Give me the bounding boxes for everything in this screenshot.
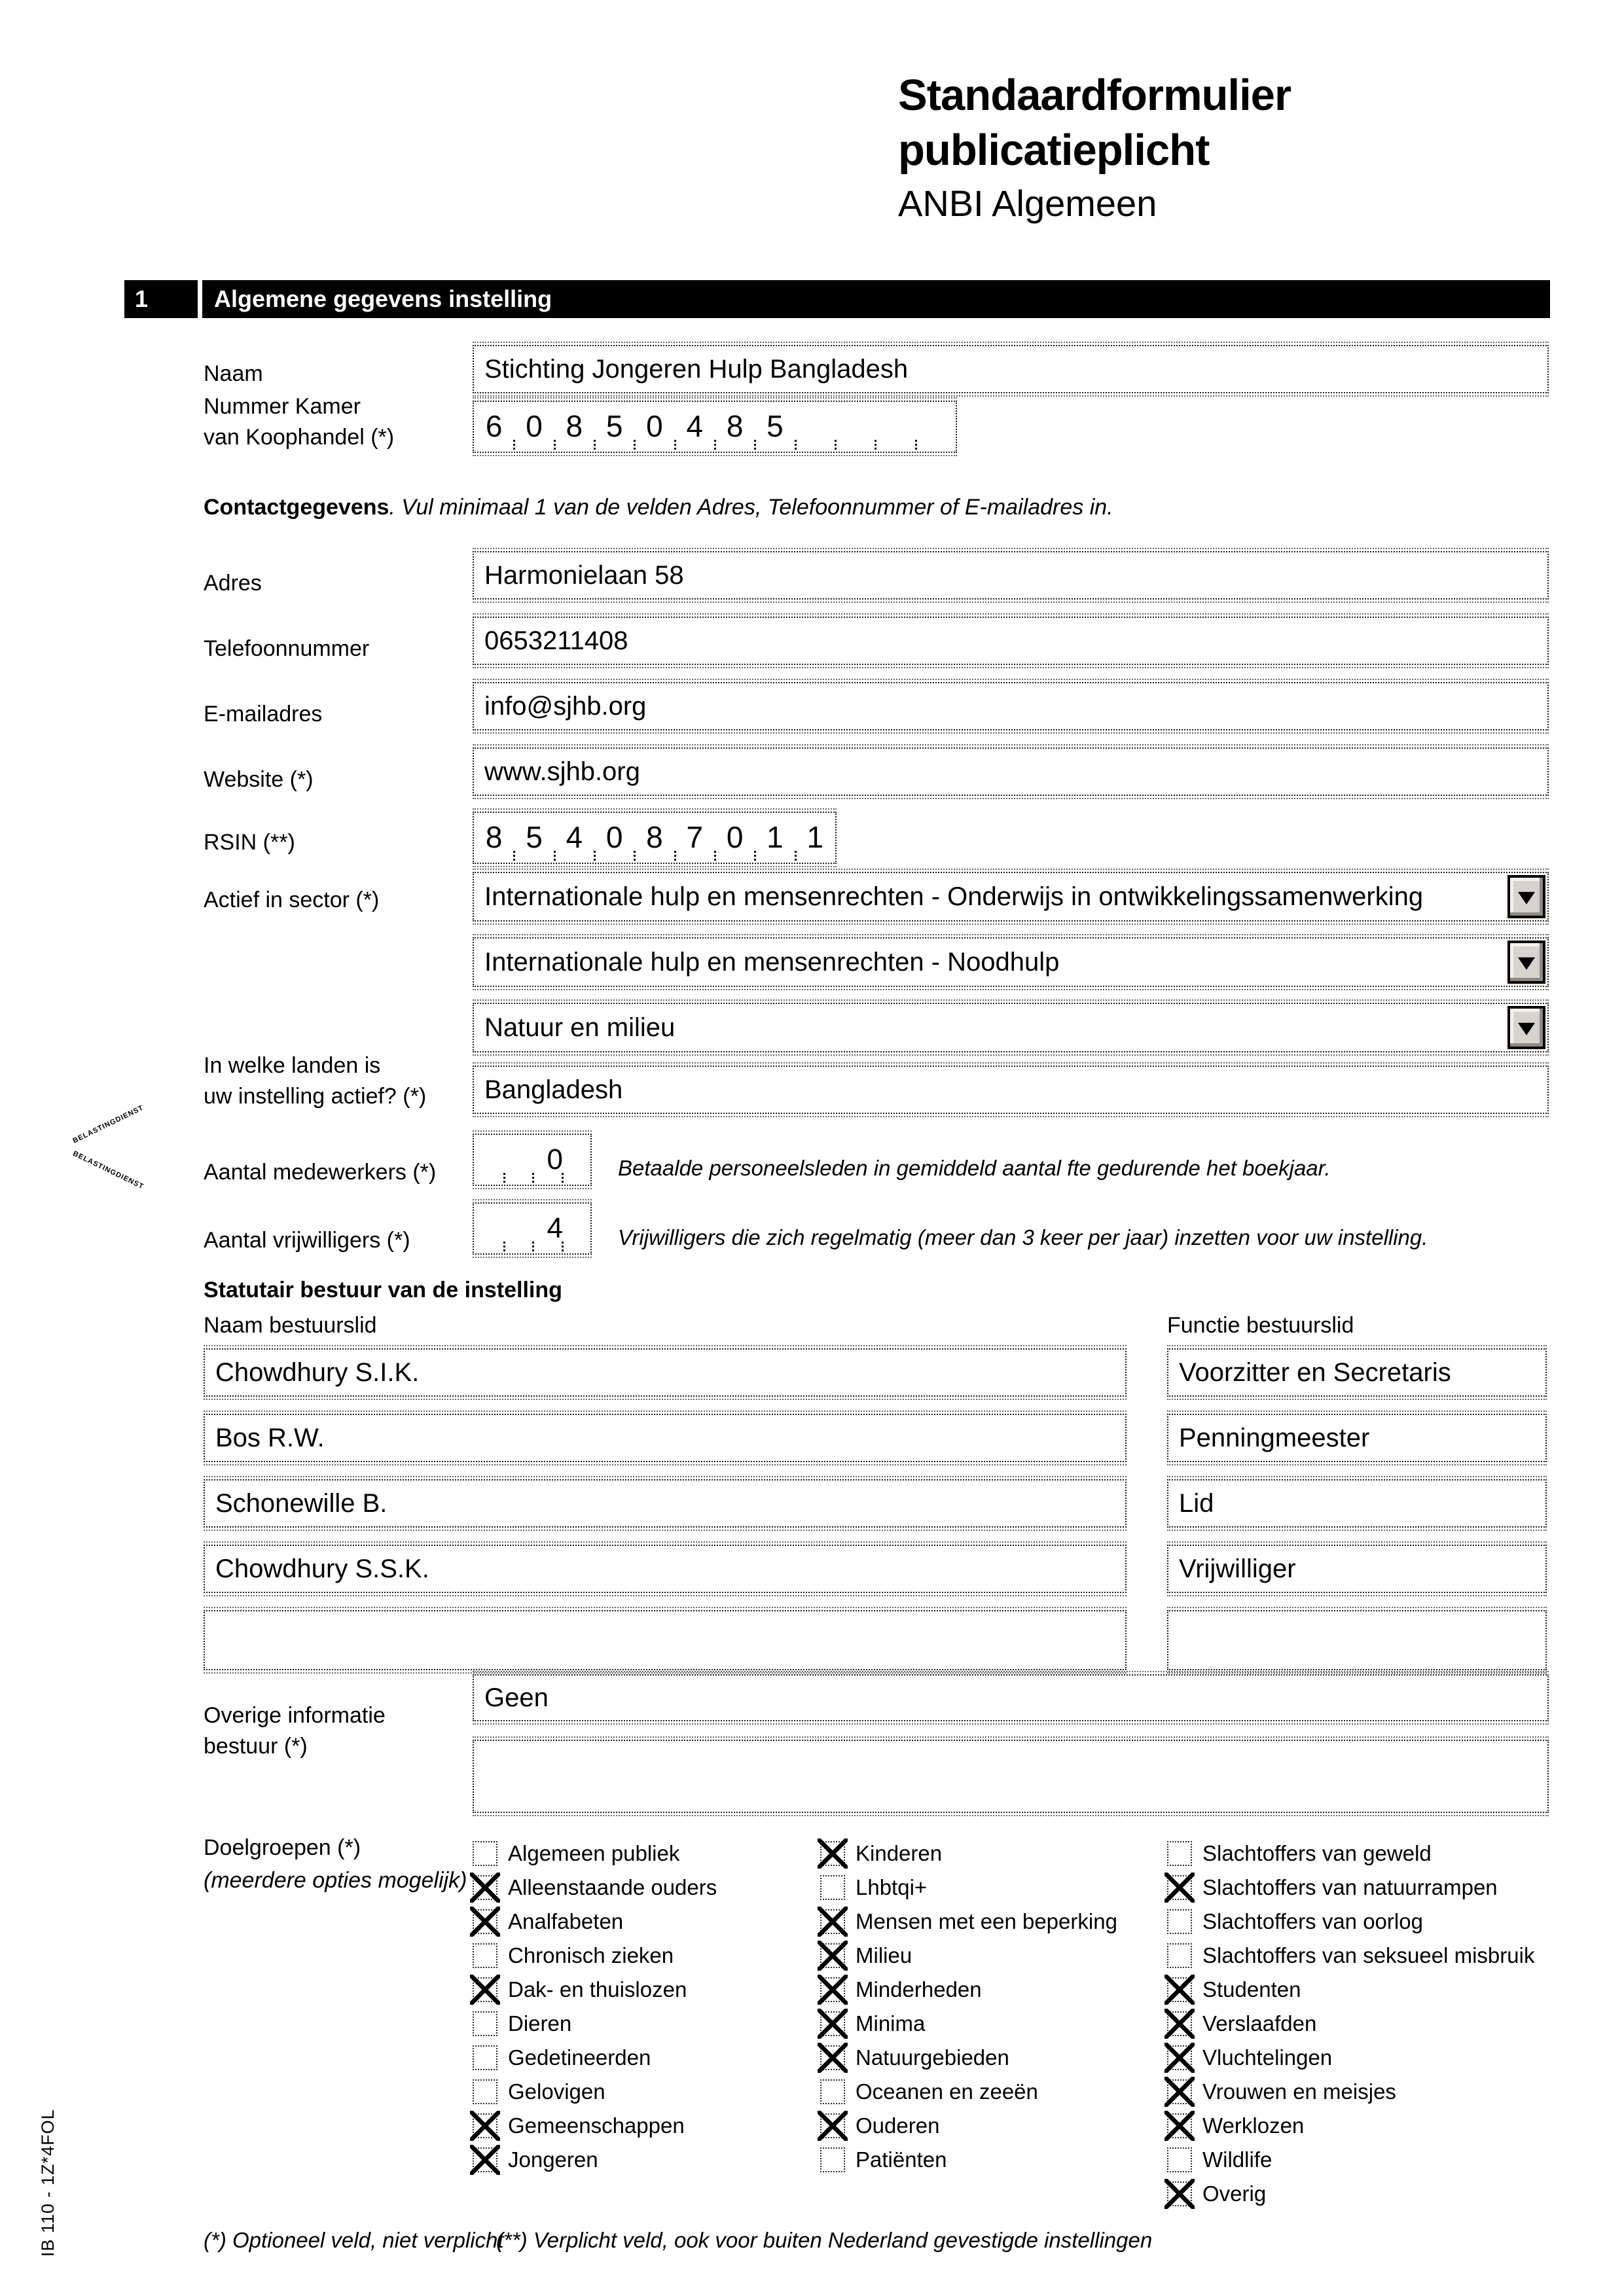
doelgroep-item [820,1905,1117,1939]
checkbox-label: Oceanen en zeeën [856,2079,1038,2104]
doelgroep-item [473,2007,717,2041]
doelgroep-item [1167,2143,1534,2177]
sector-select-value: Natuur en milieu [484,1013,676,1042]
doelgroep-item [1167,2177,1534,2211]
checkbox[interactable] [1167,1875,1192,1900]
checkbox[interactable] [820,1943,845,1968]
bestuur-role-value: Voorzitter en Secretaris [1179,1357,1451,1387]
doelgroep-item [1167,1939,1534,1973]
bestuur-role-value: Lid [1179,1488,1214,1518]
checkbox-label: Patiënten [856,2147,947,2172]
bestuur-row [204,1479,1549,1528]
bestuur-heading: Statutair bestuur van de instelling [204,1278,562,1302]
checkbox-label: Gelovigen [508,2079,605,2104]
doelgroep-item [473,1837,717,1871]
doelgroepen-col1 [473,1837,717,2177]
checkbox-label: Dak- en thuislozen [508,1977,687,2001]
digit-cell[interactable]: 5 [755,402,795,452]
checkbox[interactable] [1167,1943,1192,1968]
bestuur-role-input[interactable] [1167,1348,1547,1397]
comb-tick [503,1173,505,1183]
checkbox[interactable] [820,2113,845,2138]
doelgroep-item [1167,2041,1534,2075]
caret-down-icon [1518,958,1535,970]
digit-cell[interactable] [835,402,875,452]
digit-cell[interactable] [795,402,835,452]
vrijwilligers-value: 4 [547,1212,563,1244]
rsin-input[interactable] [473,812,837,864]
adres-value: Harmonielaan 58 [484,560,684,590]
comb-tick [562,1242,564,1251]
checkbox-label: Natuurgebieden [856,2045,1009,2070]
digit-cell[interactable]: 0 [715,813,755,863]
checkbox[interactable] [473,2079,497,2104]
checkbox[interactable] [473,2045,497,2070]
checkbox-label: Slachtoffers van oorlog [1202,1909,1423,1933]
bestuur-name-value: Bos R.W. [215,1423,325,1452]
checkbox[interactable] [1167,1977,1192,2002]
doelgroep-item [820,1871,1117,1905]
checkbox-label: Lhbtqi+ [856,1875,928,1899]
checkbox-label: Slachtoffers van geweld [1202,1841,1432,1865]
belastingdienst-logo-icon: BELASTINGDIENST [71,1149,145,1191]
landen-label [204,1050,426,1112]
doelgroep-item [820,2075,1117,2109]
sector-label: Actief in sector (*) [204,888,380,912]
checkbox[interactable] [473,1841,497,1866]
doelgroep-item [820,2109,1117,2143]
bestuur-name-input[interactable] [204,1414,1127,1462]
checkbox-label: Slachtoffers van seksueel misbruik [1202,1943,1535,1967]
doelgroep-item [473,2143,717,2177]
comb-tick [503,1242,505,1251]
checkbox[interactable] [473,1977,497,2002]
adres-label: Adres [204,571,262,596]
landen-label-line1: In welke landen is [204,1053,381,1078]
checkbox-label: Kinderen [856,1841,943,1865]
digit-cell[interactable]: 8 [554,402,594,452]
telefoon-label: Telefoonnummer [204,636,370,661]
checkbox[interactable] [473,2147,497,2172]
caret-down-icon [1518,1023,1535,1035]
bestuur-col-name: Naam bestuurslid [204,1313,377,1338]
doelgroep-item [473,1871,717,1905]
doelgroep-item [473,1939,717,1973]
checkbox[interactable] [1167,2011,1192,2036]
checkbox-label: Slachtoffers van natuurrampen [1202,1875,1498,1899]
bestuur-role-input[interactable] [1167,1545,1547,1593]
email-value: info@sjhb.org [484,691,647,721]
sector-select-box[interactable] [473,1003,1549,1052]
sector-select[interactable] [473,872,1549,922]
doelgroep-item [473,1905,717,1939]
vrijwilligers-label: Aantal vrijwilligers (*) [204,1228,410,1253]
checkbox[interactable] [1167,2113,1192,2138]
digit-cell[interactable]: 8 [485,820,503,854]
doelgroep-item [473,1973,717,2007]
kvk-number-input[interactable] [473,401,957,453]
checkbox-label: Minderheden [856,1977,982,2001]
medewerkers-note: Betaalde personeelsleden in gemiddeld aantal fte gedurende het boekjaar. [618,1156,1331,1180]
sector-select-box[interactable] [473,937,1549,987]
bestuur-row [204,1414,1549,1462]
checkbox-label: Jongeren [508,2147,598,2172]
doelgroep-item [820,1837,1117,1871]
title-line3: ANBI Algemeen [898,183,1157,224]
bestuur-row [204,1610,1549,1670]
dropdown-arrow-button[interactable] [1507,1006,1545,1049]
digit-cell[interactable]: 8 [715,402,755,452]
checkbox-label: Overig [1202,2181,1267,2206]
checkbox[interactable] [473,1943,497,1968]
sector-select[interactable] [473,1003,1549,1052]
email-label: E-mailadres [204,702,323,726]
dropdown-arrow-button[interactable] [1507,875,1545,918]
kvk-label-line1: Nummer Kamer [204,394,361,419]
section-title: Algemene gegevens instelling [202,280,1550,318]
doelgroepen-sublabel: (meerdere opties mogelijk) [204,1868,467,1893]
checkbox-label: Alleenstaande ouders [508,1875,717,1899]
checkbox-label: Mensen met een beperking [856,1909,1117,1933]
bestuur-role-input[interactable] [1167,1610,1547,1670]
dropdown-arrow-button[interactable] [1507,941,1545,984]
naam-value: Stichting Jongeren Hulp Bangladesh [484,354,909,384]
bestuur-name-input[interactable] [204,1545,1127,1593]
doelgroepen-col3 [1167,1837,1534,2211]
telefoon-input[interactable] [473,617,1549,665]
doelgroep-item [473,2109,717,2143]
comb-tick [532,1173,534,1183]
checkbox-label: Studenten [1202,1977,1301,2001]
checkbox-label: Gedetineerden [508,2045,651,2070]
footer-note-1: (*) Optioneel veld, niet verplicht [204,2228,504,2252]
digit-cell[interactable]: 5 [514,813,554,863]
bestuur-name-value: Chowdhury S.I.K. [215,1357,420,1387]
sector-select[interactable] [473,937,1549,987]
sector-select-box[interactable] [473,872,1549,922]
checkbox[interactable] [820,1875,845,1900]
footer-note-2: (**) Verplicht veld, ook voor buiten Nederland gevestigde instellingen [496,2228,1153,2252]
digit-cell[interactable] [916,402,956,452]
checkbox[interactable] [820,1909,845,1934]
checkbox-label: Ouderen [856,2113,940,2138]
kvk-label [204,391,394,453]
doelgroep-item [1167,1871,1534,1905]
digit-cell[interactable]: 0 [594,813,634,863]
checkbox-label: Werklozen [1202,2113,1305,2138]
checkbox[interactable] [473,1909,497,1934]
contact-heading-bold: Contactgegevens [204,495,389,520]
medewerkers-value: 0 [547,1143,563,1175]
overig-label-line1: Overige informatie [204,1703,386,1728]
digit-cell[interactable]: 0 [514,402,554,452]
digit-cell[interactable]: 4 [554,813,594,863]
digit-cell[interactable]: 6 [485,409,503,443]
doelgroep-item [820,1939,1117,1973]
website-input[interactable] [473,747,1549,796]
bestuur-row [204,1545,1549,1593]
adres-input[interactable] [473,551,1549,600]
checkbox[interactable] [820,2045,845,2070]
checkbox-label: Minima [856,2011,926,2036]
kvk-label-line2: van Koophandel (*) [204,425,395,450]
telefoon-value: 0653211408 [484,626,628,655]
checkbox-label: Milieu [856,1943,912,1967]
digit-cell[interactable]: 0 [634,402,674,452]
medewerkers-input[interactable] [473,1134,592,1186]
contact-heading [204,492,1113,523]
checkbox[interactable] [473,2011,497,2036]
checkbox-label: Algemeen publiek [508,1841,680,1865]
comb-tick [532,1242,534,1251]
doelgroep-item [1167,1973,1534,2007]
checkbox-label: Analfabeten [508,1909,624,1933]
overig-bestuur-input-1[interactable] [473,1674,1549,1721]
landen-input[interactable] [473,1066,1549,1114]
bestuur-table [204,1348,1549,1687]
bestuur-role-input[interactable] [1167,1479,1547,1528]
bestuur-name-input[interactable] [204,1479,1127,1528]
sector-select-value: Internationale hulp en mensenrechten - Noodhulp [484,947,1060,977]
checkbox-label: Dieren [508,2011,572,2036]
sector-selects [473,872,1549,1068]
checkbox[interactable] [1167,2147,1192,2172]
checkbox[interactable] [1167,1909,1192,1934]
doelgroepen-label: Doelgroepen (*) [204,1835,361,1860]
overig-label-line2: bestuur (*) [204,1734,308,1759]
vrijwilligers-input[interactable] [473,1202,592,1255]
checkbox-label: Chronisch zieken [508,1943,674,1967]
checkbox[interactable] [820,2079,845,2104]
website-label: Website (*) [204,767,314,792]
doelgroep-item [1167,1905,1534,1939]
checkbox-label: Verslaafden [1202,2011,1317,2036]
naam-label: Naam [204,361,263,386]
checkbox[interactable] [473,2113,497,2138]
digit-cell[interactable] [875,402,915,452]
overig-bestuur-input-2[interactable] [473,1740,1549,1813]
doelgroep-item [1167,2007,1534,2041]
digit-cell[interactable]: 1 [795,813,835,863]
comb-tick [562,1173,564,1183]
digit-cell[interactable]: 7 [675,813,715,863]
vrijwilligers-note: Vrijwilligers die zich regelmatig (meer dan 3 keer per jaar) inzetten voor uw instelling. [618,1225,1428,1249]
checkbox-label: Wildlife [1202,2147,1272,2172]
rsin-label: RSIN (**) [204,830,295,855]
doelgroep-item [473,2075,717,2109]
medewerkers-label: Aantal medewerkers (*) [204,1160,437,1185]
naam-input[interactable] [473,345,1549,393]
form-code: IB 110 - 1Z*4FOL [38,2109,58,2257]
doelgroep-item [820,2007,1117,2041]
bestuur-name-value: Chowdhury S.S.K. [215,1554,429,1583]
section-number: 1 [124,280,198,318]
checkbox[interactable] [1167,1841,1192,1866]
title-line1: Standaardformulier [898,71,1291,120]
checkbox[interactable] [820,2011,845,2036]
checkbox[interactable] [473,1875,497,1900]
digit-cell[interactable]: 5 [594,402,634,452]
checkbox[interactable] [820,2147,845,2172]
checkbox[interactable] [1167,2045,1192,2070]
doelgroep-item [473,2041,717,2075]
title-line2: publicatieplicht [898,126,1210,175]
checkbox[interactable] [820,1977,845,2002]
digit-cell[interactable]: 8 [634,813,674,863]
caret-down-icon [1518,892,1535,905]
landen-label-line2: uw instelling actief? (*) [204,1084,427,1109]
overig-bestuur-label [204,1700,386,1762]
doelgroepen-col2 [820,1837,1117,2177]
checkbox-label: Vluchtelingen [1202,2045,1333,2070]
checkbox-label: Gemeenschappen [508,2113,685,2138]
overig-bestuur-value-1: Geen [484,1683,549,1712]
digit-cell[interactable]: 4 [675,402,715,452]
bestuur-role-value: Vrijwilliger [1179,1554,1296,1583]
bestuur-name-input[interactable] [204,1610,1127,1670]
doelgroep-item [1167,2109,1534,2143]
landen-value: Bangladesh [484,1075,623,1104]
contact-heading-rest: . Vul minimaal 1 van de velden Adres, Telefoonnummer of E-mailadres in. [389,495,1113,520]
sector-select-value: Internationale hulp en mensenrechten - Onderwijs in ontwikkelingssamenwerking [484,882,1424,911]
doelgroep-item [1167,2075,1534,2109]
bestuur-row [204,1348,1549,1397]
website-value: www.sjhb.org [484,757,640,786]
bestuur-col-role: Functie bestuurslid [1167,1313,1354,1338]
bestuur-role-value: Penningmeester [1179,1423,1370,1452]
bestuur-name-input[interactable] [204,1348,1127,1397]
doelgroep-item [820,2143,1117,2177]
checkbox[interactable] [1167,2079,1192,2104]
checkbox-label: Vrouwen en meisjes [1202,2079,1396,2104]
doelgroep-item [1167,1837,1534,1871]
doelgroep-item [820,1973,1117,2007]
checkbox[interactable] [820,1841,845,1866]
page-title [898,68,1291,225]
belastingdienst-logo-icon: BELASTINGDIENST [71,1103,145,1145]
doelgroep-item [820,2041,1117,2075]
bestuur-role-input[interactable] [1167,1414,1547,1462]
email-input[interactable] [473,682,1549,730]
digit-cell[interactable]: 1 [755,813,795,863]
bestuur-name-value: Schonewille B. [215,1488,388,1518]
checkbox[interactable] [1167,2181,1192,2206]
